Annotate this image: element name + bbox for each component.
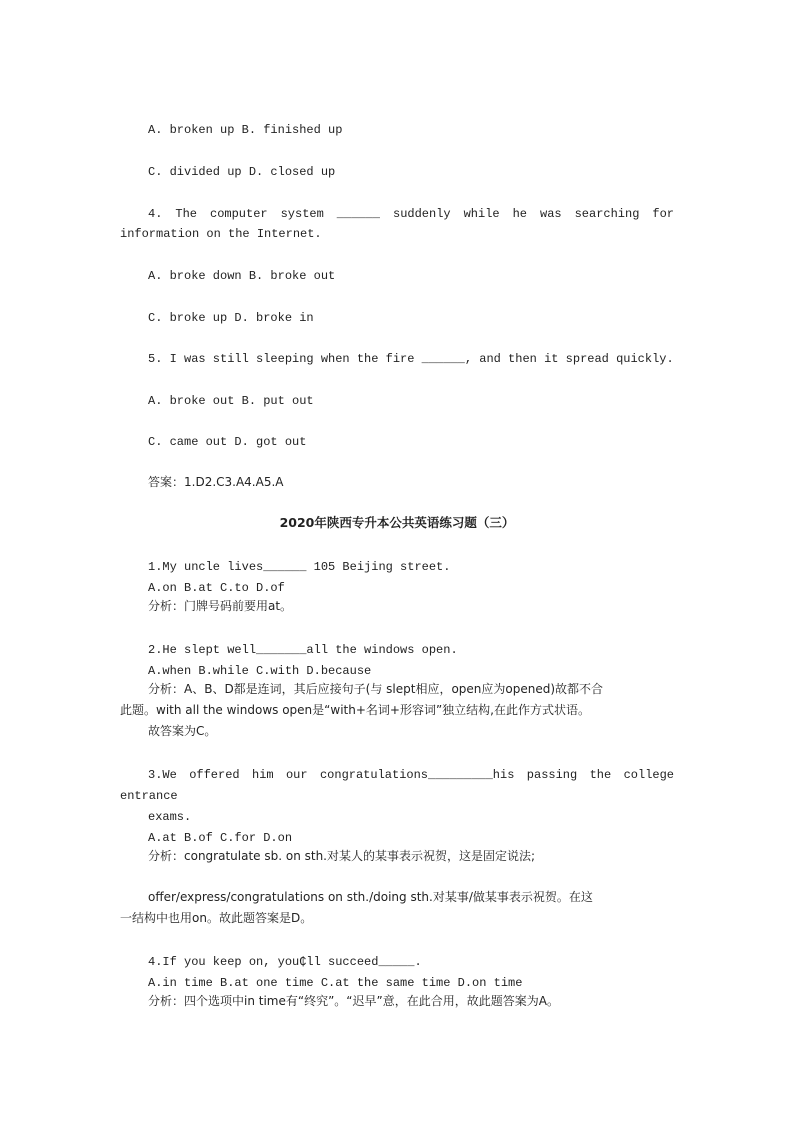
s2-q3-analysis-line1: 分析：congratulate sb. on sth.对某人的某事表示祝贺，这是固定说法; bbox=[148, 849, 536, 863]
s2-q1-analysis: 分析：门牌号码前要用at。 bbox=[148, 599, 293, 613]
q5-stem: 5. I was still sleeping when the fire ______, and then it spread quickly. bbox=[148, 352, 674, 366]
section-title: 2020年陕西专升本公共英语练习题（三） bbox=[279, 515, 515, 530]
s2-q3-stem-line2: entrance bbox=[120, 789, 178, 803]
s2-q1-options: A.on B.at C.to D.of bbox=[148, 581, 285, 595]
q4-options-cd: C. broke up D. broke in bbox=[148, 311, 314, 325]
q4-options-ab: A. broke down B. broke out bbox=[148, 269, 336, 283]
s2-q3-options: A.at B.of C.for D.on bbox=[148, 831, 293, 845]
q3-options-cd: C. divided up D. closed up bbox=[148, 165, 336, 179]
s2-q3-analysis-line2: offer/express/congratulations on sth./doing sth.对某事/做某事表示祝贺。在这 bbox=[148, 890, 593, 904]
s2-q2-analysis-line2: 此题。with all the windows open是“with+名词+形容词”独立结构,在此作方式状语。 bbox=[120, 703, 590, 717]
s2-q2-options: A.when B.while C.with D.because bbox=[148, 664, 372, 678]
q3-options-ab: A. broken up B. finished up bbox=[148, 123, 343, 137]
s2-q4-stem: 4.If you keep on, you₵ll succeed_____. bbox=[148, 955, 422, 969]
s2-q3-stem-line3: exams. bbox=[148, 810, 192, 824]
q5-options-cd: C. came out D. got out bbox=[148, 435, 307, 449]
s2-q4-analysis: 分析：四个选项中in time有“终究”。“迟早”意，在此合用，故此题答案为A。 bbox=[148, 994, 559, 1008]
q4-stem-line2: information on the Internet. bbox=[120, 227, 322, 241]
s2-q1-stem: 1.My uncle lives______ 105 Beijing street. bbox=[148, 560, 451, 574]
s2-q2-stem: 2.He slept well_______all the windows open. bbox=[148, 643, 458, 657]
s2-q4-options: A.in time B.at one time C.at the same time D.on time bbox=[148, 976, 523, 990]
s2-q3-stem-line1: 3.We offered him our congratulations_________his passing the college bbox=[148, 768, 674, 782]
s2-q3-analysis-line3: 一结构中也用on。故此题答案是D。 bbox=[120, 911, 313, 925]
answer-key: 答案：1.D2.C3.A4.A5.A bbox=[148, 475, 284, 489]
s2-q2-analysis-line1: 分析：A、B、D都是连词，其后应接句子(与 slept相应，open应为opened)故都不合 bbox=[148, 682, 604, 696]
q5-options-ab: A. broke out B. put out bbox=[148, 394, 314, 408]
q4-stem-line1: 4. The computer system ______ suddenly while he was searching for bbox=[148, 207, 674, 221]
s2-q2-analysis-line3: 故答案为C。 bbox=[148, 724, 217, 738]
